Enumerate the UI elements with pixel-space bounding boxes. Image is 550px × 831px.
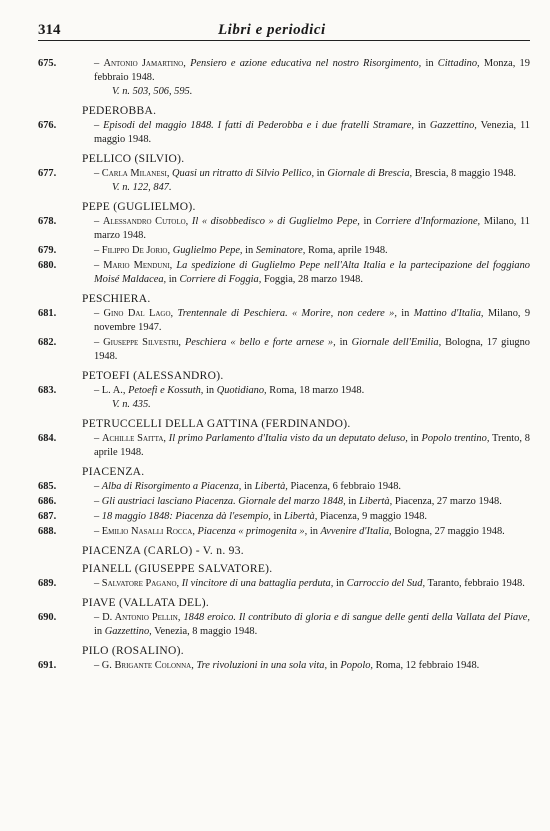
entry-title: Episodi del maggio 1848. I fatti di Pederobba e i due fratelli Stramare, (103, 120, 414, 131)
entry-in: in (363, 216, 372, 227)
entry-number: 676. (38, 120, 57, 131)
entry-title: Guglielmo Pepe, (172, 245, 243, 256)
entry-title: Quasi un ritratto di Silvio Pellico, (172, 168, 315, 179)
entry-author: Giuseppe Silvestri, (103, 337, 182, 348)
entry-place-date: Venezia, 8 maggio 1948. (154, 626, 258, 637)
entry-place-date: Roma, aprile 1948. (308, 245, 388, 256)
entry-number: 690. (38, 612, 57, 623)
bibliography-list (38, 57, 530, 673)
entry-number: 679. (38, 245, 57, 256)
entry-place-date: Piacenza, 9 maggio 1948. (319, 511, 428, 522)
entry-number: 680. (38, 260, 57, 271)
entry-source: Mattino d'Italia, (413, 308, 484, 319)
bibliography-entry: 690. – D. Antonio Pellin, 1848 eroico. Il contributo di gloria e di sangue delle genti della Vallata del Piave, in Gazzettino, Venezia, 8 maggio 1948. (38, 612, 530, 637)
entry-number: 681. (38, 308, 57, 319)
entry-number: 683. (38, 385, 57, 396)
entry-place-date: Foggia, 28 marzo 1948. (263, 274, 363, 285)
entry-author: Alessandro Cutolo, (102, 216, 189, 227)
entry-author: G. Brigante Colonna, (101, 660, 194, 671)
entry-title: 1848 eroico. Il contributo di gloria e di sangue delle genti della Vallata del Piave, (183, 612, 530, 623)
entry-in: in (245, 245, 254, 256)
section-heading: PIACENZA. (82, 466, 145, 478)
bibliography-entry: 689. – Salvatore Pagano, Il vincitore di una battaglia perduta, in Carroccio del Sud, Taranto, febbraio 1948. (38, 578, 525, 589)
entry-number: 677. (38, 168, 57, 179)
entry-place-date: Monza, 19 febbraio 1948. (94, 58, 530, 83)
entry-in: in (339, 337, 348, 348)
entry-place-date: Roma, 12 febbraio 1948. (375, 660, 480, 671)
entry-source: Corriere di Foggia, (179, 274, 262, 285)
entry-in: in (273, 511, 282, 522)
entry-place-date: Trento, 8 aprile 1948. (94, 433, 530, 458)
entry-in: in (348, 496, 357, 507)
entry-in: in (244, 481, 253, 492)
entry-author: Gino Dal Lago, (103, 308, 174, 319)
entry-title: Il primo Parlamento d'Italia visto da un deputato deluso, (168, 433, 408, 444)
entry-in: in (417, 120, 426, 131)
entry-title: Il « disobbedisco » di Guglielmo Pepe, (191, 216, 360, 227)
entry-author: Emilio Nasalli Rocca, (101, 526, 195, 537)
entry-title: 18 maggio 1848: Piacenza dà l'esempio, (101, 511, 271, 522)
bibliography-entry: 680. – Mario Menduni, La spedizione di Guglielmo Pepe nell'Alta Italia e la partecipazione del foggiano Moisé Maldacea, in Corriere di Foggia, Foggia, 28 marzo 1948. (38, 260, 530, 285)
section-heading: PETOEFI (ALESSANDRO). (82, 370, 224, 382)
entry-in: in (316, 168, 325, 179)
entry-title: Gli austriaci lasciano Piacenza. Giornale del marzo 1848, (101, 496, 346, 507)
section-heading: PIANELL (GIUSEPPE SALVATORE). (82, 563, 273, 575)
entry-source: Carroccio del Sud, (346, 578, 426, 589)
entry-source: Cittadino, (437, 58, 480, 69)
entry-author: Filippo De Jorio, (101, 245, 171, 256)
entry-place-date: Bologna, 17 giugno 1948. (94, 337, 530, 362)
entry-source: Giornale dell'Emilia, (351, 337, 442, 348)
entry-number: 686. (38, 496, 57, 507)
running-title: Libri e periodici (218, 22, 326, 38)
entry-place-date: Venezia, 11 maggio 1948. (94, 120, 530, 145)
entry-source: Corriere d'Informazione, (375, 216, 481, 227)
entry-place-date: Milano, 9 novembre 1947. (94, 308, 531, 333)
entry-source: Libertà, (254, 481, 288, 492)
entry-author: Salvatore Pagano, (101, 578, 180, 589)
entry-source: Libertà, (359, 496, 393, 507)
entry-in: in (425, 58, 434, 69)
entry-number: 675. (38, 58, 57, 69)
entry-source: Giornale di Brescia, (327, 168, 413, 179)
section-heading: PILO (ROSALINO). (82, 645, 184, 657)
entry-author: D. Antonio Pellin, (102, 612, 181, 623)
bibliography-entry: 683. – L. A., Petoefi e Kossuth, in Quotidiano, Roma, 18 marzo 1948. V. n. 435. (38, 384, 530, 412)
entry-number: 689. (38, 578, 57, 589)
entry-place-date: Bologna, 27 maggio 1948. (394, 526, 505, 537)
entry-number: 682. (38, 337, 57, 348)
entry-place-date: Milano, 11 marzo 1948. (94, 216, 530, 241)
bibliography-entry: 676. – Episodi del maggio 1848. I fatti di Pederobba e i due fratelli Stramare, in Gazzettino, Venezia, 11 maggio 1948. (38, 120, 530, 145)
bibliography-entry: 691. – G. Brigante Colonna, Tre rivoluzioni in una sola vita, in Popolo, Roma, 12 febbraio 1948. (38, 660, 480, 671)
section-heading: PIAVE (VALLATA DEL). (82, 597, 209, 609)
entry-source: Popolo, (340, 660, 374, 671)
entry-cross-reference: V. n. 122, 847. (112, 182, 172, 193)
entry-title: Piacenza « primogenita », (197, 526, 308, 537)
entry-source: Popolo trentino, (421, 433, 490, 444)
entry-number: 691. (38, 660, 57, 671)
entry-in: in (206, 385, 215, 396)
entry-number: 688. (38, 526, 57, 537)
entry-source: Avvenire d'Italia, (320, 526, 392, 537)
entry-title: Petoefi e Kossuth, (128, 385, 204, 396)
entry-title: Alba di Risorgimento a Piacenza, (101, 481, 242, 492)
entry-number: 687. (38, 511, 57, 522)
entry-title: Peschiera « bello e forte arnese », (184, 337, 336, 348)
entry-in: in (94, 626, 103, 637)
page-number: 314 (38, 22, 61, 38)
entry-title: Il vincitore di una battaglia perduta, (181, 578, 334, 589)
bibliography-entry: 687. – 18 maggio 1848: Piacenza dà l'esempio, in Libertà, Piacenza, 9 maggio 1948. (38, 511, 428, 522)
entry-place-date: Taranto, febbraio 1948. (427, 578, 525, 589)
section-heading: PETRUCCELLI DELLA GATTINA (FERDINANDO). (82, 418, 351, 430)
entry-in: in (168, 274, 177, 285)
bibliography-entry: 688. – Emilio Nasalli Rocca, Piacenza « primogenita », in Avvenire d'Italia, Bologna, 27 maggio 1948. (38, 526, 505, 537)
entry-place-date: Roma, 18 marzo 1948. (269, 385, 365, 396)
entry-source: Libertà, (284, 511, 318, 522)
entry-number: 684. (38, 433, 57, 444)
page-header (38, 22, 530, 41)
bibliography-entry: 679. – Filippo De Jorio, Guglielmo Pepe, in Seminatore, Roma, aprile 1948. (38, 245, 388, 256)
entry-place-date: Brescia, 8 maggio 1948. (414, 168, 517, 179)
bibliography-entry: 686. – Gli austriaci lasciano Piacenza. Giornale del marzo 1848, in Libertà, Piacenza, 27 marzo 1948. (38, 496, 502, 507)
section-heading: PELLICO (SILVIO). (82, 153, 185, 165)
entry-title: Trentennale di Peschiera. « Morire, non cedere », (177, 308, 397, 319)
entry-in: in (309, 526, 318, 537)
section-heading: PIACENZA (CARLO) - V. n. 93. (82, 545, 244, 557)
entry-source: Seminatore, (255, 245, 306, 256)
entry-cross-reference: V. n. 435. (112, 399, 151, 410)
bibliography-entry: 678. – Alessandro Cutolo, Il « disobbedisco » di Guglielmo Pepe, in Corriere d'Informazione, Milano, 11 marzo 1948. (38, 216, 530, 241)
entry-number: 685. (38, 481, 57, 492)
entry-author: L. A., (101, 385, 126, 396)
section-heading: PESCHIERA. (82, 293, 151, 305)
bibliography-entry: 685. – Alba di Risorgimento a Piacenza, in Libertà, Piacenza, 6 febbraio 1948. (38, 481, 402, 492)
bibliography-entry: 675. – Antonio Jamartino, Pensiero e azione educativa nel nostro Risorgimento, in Cittadino, Monza, 19 febbraio 1948. V. n. 503, 506, 595. (38, 58, 530, 97)
entry-place-date: Piacenza, 27 marzo 1948. (394, 496, 502, 507)
entry-author: Mario Menduni, (103, 260, 173, 271)
entry-title: Pensiero e azione educativa nel nostro Risorgimento, (190, 58, 422, 69)
section-heading: PEPE (GUGLIELMO). (82, 201, 196, 213)
entry-author: Carla Milanesi, (101, 168, 170, 179)
entry-author: Achille Saitta, (102, 433, 166, 444)
bibliography-entry: 684. – Achille Saitta, Il primo Parlamento d'Italia visto da un deputato deluso, in Popolo trentino, Trento, 8 aprile 1948. (38, 433, 530, 458)
entry-place-date: Piacenza, 6 febbraio 1948. (290, 481, 402, 492)
entry-author: Antonio Jamartino, (103, 58, 186, 69)
entry-in: in (410, 433, 419, 444)
entry-number: 678. (38, 216, 57, 227)
entry-title: La spedizione di Guglielmo Pepe nell'Alta Italia e la partecipazione del foggiano Moisé Maldacea, (94, 260, 530, 285)
entry-title: Tre rivoluzioni in una sola vita, (196, 660, 328, 671)
entry-source: Gazzettino, (429, 120, 477, 131)
bibliography-entry: 681. – Gino Dal Lago, Trentennale di Peschiera. « Morire, non cedere », in Mattino d'Italia, Milano, 9 novembre 1947. (38, 308, 531, 333)
entry-in: in (329, 660, 338, 671)
section-heading: PEDEROBBA. (82, 105, 157, 117)
entry-in: in (335, 578, 345, 589)
entry-cross-reference: V. n. 503, 506, 595. (112, 86, 193, 97)
entry-source: Gazzettino, (104, 626, 152, 637)
bibliography-entry: 677. – Carla Milanesi, Quasi un ritratto di Silvio Pellico, in Giornale di Brescia, Brescia, 8 maggio 1948. V. n. 122, 847. (38, 167, 530, 195)
entry-in: in (401, 308, 410, 319)
bibliography-entry: 682. – Giuseppe Silvestri, Peschiera « bello e forte arnese », in Giornale dell'Emilia, Bologna, 17 giugno 1948. (38, 337, 530, 362)
entry-source: Quotidiano, (216, 385, 267, 396)
